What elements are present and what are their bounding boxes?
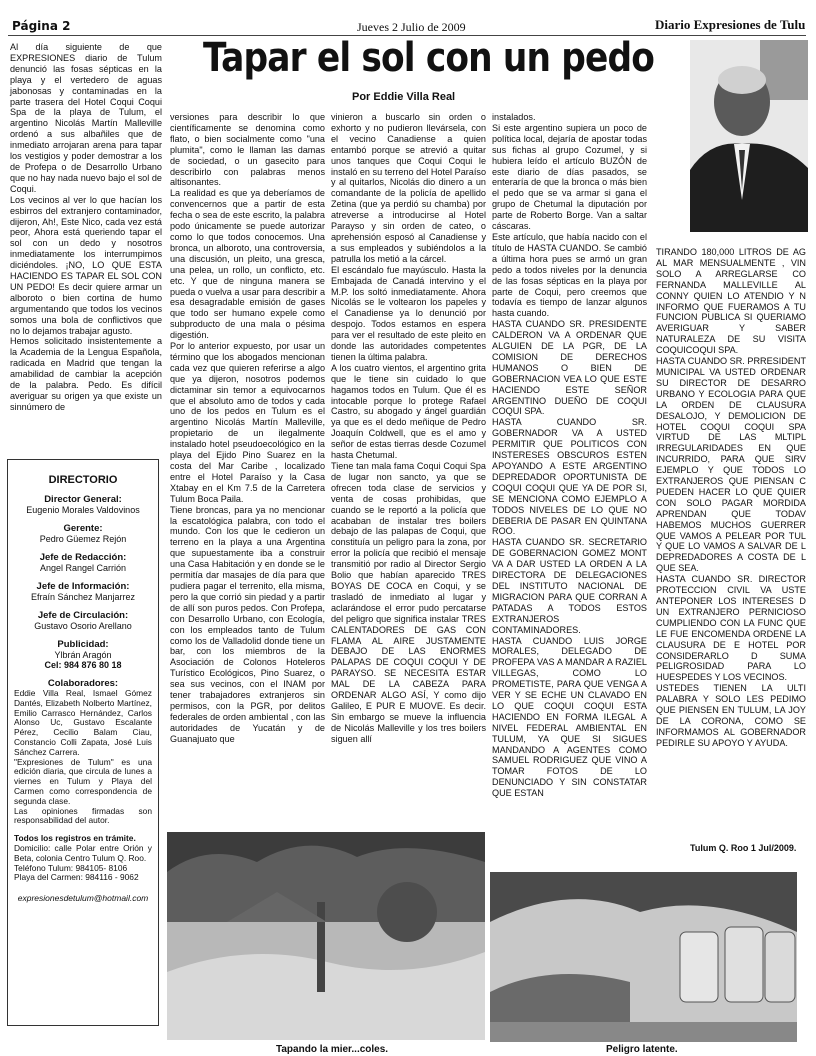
ads-name: Ylbrán Aragón — [54, 650, 112, 660]
ads-label: Publicidad: — [57, 639, 109, 650]
article-paragraph: HASTA CUANDO SR. SECRETARIO DE GOBERNACION GOMEZ MONT VA A DAR USTED LA ORDEN A LA DIRECTORA DE DELEGACIONES DEL INSTITUTO NACIONAL DE MIGRACION PARA QUE CORRAN A PATADAS A TODOS ESTOS EXTRANJEROS CONTAMINADORES. — [492, 537, 647, 635]
article-column-1 — [10, 42, 162, 413]
directory-box — [7, 459, 159, 1026]
article-paragraph: Hemos solicitado insistentemente a la Academia de la Lengua Española, radicada en Madrid que tengan la amabilidad de cambiar la acepción de la palabra. Pedo. Es difícil averiguar su origen ya que existe un sinnúmero de — [10, 336, 162, 412]
article-column-5 — [656, 247, 806, 827]
article-column-4 — [492, 112, 647, 799]
info-name: Efraín Sánchez Manjarrez — [30, 592, 136, 602]
issue-date: Jueves 2 Julio de 2009 — [357, 20, 466, 34]
editor-name: Angel Rangel Carrión — [39, 563, 127, 573]
article-paragraph: versiones para describir lo que científicamente se denomina como flato, o bien socialmente como "una plumita", como le llaman las damas de sociedad, o un gasecito para describirlo con palabras menos altisonantes. — [170, 112, 325, 188]
article-paragraph: instalados. — [492, 112, 536, 122]
manager-label: Gerente: — [63, 523, 103, 534]
article-paragraph: HASTA CUANDO SR. PRRESIDENT MUNICIPAL VA USTED ORDENAR SU DIRECTOR DE DESARRO URBANO Y ECOLOGIA PARA QUE LA ORDEN DE CLAUSURA DESALOJO, Y DEMOLICION DE HOTEL COQUI COQUI SPA VIRTUD DE LAS MLTIPL IRREGULARIDADES EN QUE INCURRIDO, PARA QUE SIRV EJEMPLO Y QUE TODOS LO EXTRANJEROS QUE PIENSAN C PUEDEN HACER LO QUE QUIER CON SOLO PAGAR MORDIDA APRENDAN QUE TODAV HABEMOS MUCHOS GUERRER QUE VAMOS A PELEAR POR TUL Y QUE LO VAMOS A SALVAR DE L DEPREDADORES A COSTA DE L QUE SEA. — [656, 356, 806, 574]
article-paragraph: Los vecinos al ver lo que hacían los esbirros del extranjero contaminador, dijeron, Ah!, Este Nico, cada vez está peor, Ahora está queriendo tapar el sol con un dedo y nosotros inmediatamente los interrumpimos diciéndoles. ¡NO, LO QUE ESTA HACIENDO ES TAPAR EL SOL CON UN PEDO! Es decir quiere armar un alboroto o bien cortina de humo argumentando que todos los vecinos somos una bola de conflictivos que no lo dejamos trabajar agusto. — [10, 194, 162, 336]
ads-phone: Cel: 984 876 80 18 — [44, 660, 122, 670]
director-label: Director General: — [44, 494, 122, 505]
photo2-caption: Peligro latente. — [606, 1044, 678, 1055]
circulation-name: Gustavo Osorio Arellano — [34, 621, 132, 631]
newspaper-name: Diario Expresiones de Tulu — [655, 17, 806, 32]
article-paragraph: Este artículo, que había nacido con el título de HASTA CUANDO. Se cambió a última hora pues se armó un gran pedo a todos niveles por la denuncia de las fosas sépticas en la playa por parte de Coqui, pero creemos que todavía es tiempo de lanzar algunos hasta cuando. — [492, 231, 647, 319]
article-title: Tapar el sol con un pedo — [203, 35, 655, 81]
phone-tulum: Teléfono Tulum: 984105- 8106 — [14, 862, 128, 873]
article-column-3 — [331, 112, 486, 745]
about-text: "Expresiones de Tulum" es una edición diaria, que circula de lunes a viernes en Tulum y Playa del Carmen como correspondencia de segunda clase. — [14, 756, 152, 806]
article-paragraph: A los cuatro vientos, el argentino grita que le tiene sin cuidado lo que hagamos todos en Tulum. Que él es intocable porque lo protege Rafael Castro, su abogado y ángel guardián ya que es el dedo meñique de Pedro Joaquín Coldwell, que es el amo y señor de estas tierras desde Cozumel hasta Chetumal. — [331, 362, 486, 461]
article-paragraph: HASTA CUANDO SR. GOBERNADOR VA A USTED PERMITIR QUE POLITICOS CON INSTERESES OBSCUROS ESTEN APOYANDO A ESTE ARGENTINO DEPREDADOR OPORTUNISTA DE COQUI COQUI QUE YA DE POR SI, SE MENCIONA COMO EJEMPLO A TODOS NIVELES DE LO QUE NO DEBERIA DE PASAR EN QUINTANA ROO. — [492, 417, 647, 537]
article-paragraph: Al día siguiente de que EXPRESIONES diario de Tulum denunció las fosas sépticas en la playa y el vertedero de aguas jabonosas y contaminadas en la parte trasera del Hotel Coqui Coqui Spa de la playa de Tulum, el argentino Nicolás Martín Malleville ordenó a sus albañiles que de inmediato arrojaran arena para tapar los vestigios y poder demostrar a los de Profepa o de Desarrollo Urbano que no hay nada nuevo bajo el sol de Coqui. — [10, 42, 162, 194]
address-text: Domicilio: calle Polar entre Orión y Beta, colonia Centro Tulum Q. Roo. — [14, 842, 152, 863]
director-name: Eugenio Morales Valdovinos — [26, 505, 140, 515]
photo1-caption: Tapando la mier...coles. — [276, 1044, 389, 1055]
article-paragraph: Por lo anterior expuesto, por usar un término que los abogados mencionan cada vez que quieren referirse a algo que ya dijeron, nosotros podemos dictaminar sin temor a equivocarnos que el absoluto amo de todos y cada uno de los pedos en Tulum es el argentino Nicolás Martín Malleville, propietario de un ilegalmente instalado hotel pseudoecológico en la playa del Ejido Pino Suarez en la costa del Mar Caribe , localizado entre el Hotel Paraíso y la Casa Xtabay en el Km 7.5 de la Carretera Tulum Boca Paila. — [170, 341, 325, 504]
article-paragraph: USTEDES TIENEN LA ULTI PALABRA Y SOLO LES PEDIMO QUE PIENSEN EN TULUM, LA JOY DE LA CORONA, COMO SE INFORMAMOS AL GOBERNADOR PEDIRLE SU APOYO Y AYUDA. — [656, 683, 806, 748]
article-byline: Por Eddie Villa Real — [352, 91, 456, 103]
directory-heading: DIRECTORIO — [48, 474, 118, 486]
beach-sand-photo — [167, 832, 485, 1040]
article-paragraph: La realidad es que ya deberíamos de convencernos que a partir de esta fecha o sea de este escrito, la palabra podo únicamente se puede autorizar como lo que todos conocemos. Una bronca, un alboroto, una controversia, una discusión, un pleito, una gresca, una pelea, un rollo, un conflicto, etc. etc. Y que de ninguna manera se pueda o vuelva a usar para describir a esa desagradable emisión de gases que todo ser humano expele como subproducto de una mala o pésima digestión. — [170, 188, 325, 341]
article-paragraph: El escándalo fue mayúsculo. Hasta la Embajada de Canadá intervino y el M.P. los soltó inmediatamente. Ahora Nicolás se le voltearon los papeles y el Canadiense ya lo denunció por despojo. Todos estamos en espera para ver el resultado de este pleito en donde las autoridades competentes tienen la última palabra. — [331, 264, 486, 362]
registry-label: Todos los registros en trámite. — [14, 833, 136, 844]
collaborators-list: Eddie Villa Real, Ismael Gómez Dantés, Elizabeth Nolberto Martínez, Emilio Carrasco Hernández, Carlos Alonso Uc, Gustavo Escalante Pérez, Cecilio Balam Ciau, Constancio Colli Zapata, José Luis Sánchez Carrera. — [14, 688, 152, 757]
article-paragraph: Tiene broncas, para ya no mencionar la escatológica palabra, con todo el mundo. Con los que le cedieron un terreno en la playa a una Argentina que supuestamente iba a construir una Casa Habitación y en donde se le permitía dar masajes de día para que pudiera pagar el terrenito, ella misma, pero la que corrió sin piedad y a partir de allí son puros pedos. Con Profepa, con Desarrollo Urbano, con Ecología, con los empleados tanto de Tulum como los de Valladolid donde tiene un bar, con los miembros de la Asociación de Colonos Hoteleros Turístico Ecológicos, Pino Suarez, o sea sus vecinos, con el INAM por tener trabajadores extranjeros sin permisos, con la PGR, por delitos federales de orden ambiental , con las autoridades de Yucatán y de Guanajuato que — [170, 504, 325, 744]
boilers-photo — [490, 872, 797, 1042]
contact-email: expresionesdetulum@hotmail.com — [17, 893, 149, 904]
article-paragraph: Si este argentino supiera un poco de política local, dejaría de apostar todas sus fichas al grupo Cozumel, y si hubiera leído el artículo BUZÓN de este diario de días pasados, se enteraría de que la bronca o más bien el pedo que se va armar si gana el grupo de Chetumal la diputación por parte de Roberto Borge. Van a saltar cáscaras. — [492, 122, 647, 232]
info-label: Jefe de Información: — [36, 581, 130, 592]
dateline: Tulum Q. Roo 1 Jul/2009. — [690, 843, 797, 853]
article-paragraph: TIRANDO 180,000 LITROS DE AG AL MAR MENSUALMENTE , VIN SOLO A ARREGLARSE CO FERNANDA MALLEVILLE AL CONNY QUIEN LO ATENDIO Y N INFORMO QUE FUERAMOS A TU FUNCION PUBLICA SI QUERIAMO AVERIGUAR Y SABER NATURALEZA DE SU VISITA COQUICOQUI SPA. — [656, 247, 806, 356]
article-paragraph: Tiene tan mala fama Coqui Coqui Spa de lugar non sancto, ya que se ofrecen toda clase de servicios y venta de cosas prohibidas, que cuando se le reportó a la policía que acababan de instalar tres boilers debajo de las palapas de Coqui, que constituía un peligro para la zona, por error la policía que recibió el mensaje transmitió por radio al Director Sergio Bolio que habían aparecido TRES BOYAS DE COCA en Coqui, y se trasladó de inmediato al lugar y aclarándose el error pudo percatarse del peligro que significa instalar TRES CALENTADORES DE GAS CON FLAMA AL AIRE JUSTAMENTE DEBAJO DE LAS ENORMES PALAPAS DE COQUI COQUI Y DE PARAYSO. SE NECESITA ESTAR MAL DE LA CABEZA PARA ORDENAR ALGO ASÍ, Y como dijo Galileo, E PUR E MUOVE. Es decir. Sin embargo se mueve la influencia de Nicolás Malleville y los tres boilers siguen allí — [331, 461, 486, 744]
manager-name: Pedro Güemez Rejón — [39, 534, 127, 544]
article-column-2 — [170, 112, 325, 745]
author-portrait-photo — [690, 40, 808, 232]
collaborators-label: Colaboradores: — [47, 678, 119, 689]
circulation-label: Jefe de Circulación: — [37, 610, 129, 621]
article-paragraph: HASTA CUANDO SR. PRESIDENTE CALDERON VA A ORDENAR QUE ALGUIEN DE LA PGR, DE LA COMISION DE DERECHOS HUMANOS O BIEN DE GOBERNACION VEA LO QUE ESTE HACIENDO ESTE SEÑOR ARGENTINO DUEÑO DE COQUI COQUI SPA. — [492, 319, 647, 417]
page-number: Página 2 — [12, 19, 71, 33]
article-paragraph: vinieron a buscarlo sin orden o exhorto y no pudieron llevársela, con el vecino Canadiense a quien entambó porque se atrevió a quitar unos tanques que Coqui Coqui le instaló en su terreno del Hotel Paraíso y al quitarlos, Nicolás dio dinero a un comandante de la policía de apellido Zetina (que ya perdió su chamba) por atreverse a introducirse al Hotel Parayso y sin orden de cateo, o aprehensión esposó al Canadiense y a sus empleados y subiéndolos a la patrulla los metió a la cárcel. — [331, 112, 486, 264]
phone-playa: Playa del Carmen: 984116 - 9062 — [14, 872, 139, 883]
opinions-text: Las opiniones firmadas son responsabilidad del autor. — [14, 805, 152, 826]
article-paragraph: HASTA CUANDO LUIS JORGE MORALES, DELEGADO DE PROFEPA VAS A MANDAR A RAZIEL VILLEGAS, COMO LO PROMETISTE, PARA QUE VENGA A VER Y SE ECHE UN CLAVADO EN LO QUE COQUI COQUI ESTA HACIENDO EN FORMA ILEGAL A NIVEL FEDERAL AMBIENTAL EN TULUM, YA QUE SI SIGUES MANDANDO A AGENTES COMO SAMUEL RODRIGUEZ QUE VINO A TOMAR FOTOS DE LO DENUNCIADO Y SIN CONSTATAR QUE ESTAN — [492, 635, 647, 799]
article-paragraph: HASTA CUANDO SR. DIRECTOR PROTECCION CIVIL VA USTE ANTEPONER LOS INTERESES D UN EXTRANJERO PERNICIOSO CUMPLIENDO CON LA FUNC QUE LE FUE ENCOMENDA ORDENE LA CLAUSURA DE E HOTEL POR CONSIDERARLO D SUMA PELIGROSIDAD PARA LO HUESPEDES Y LOS VECINOS. — [656, 574, 806, 683]
editor-label: Jefe de Redacción: — [39, 552, 127, 563]
